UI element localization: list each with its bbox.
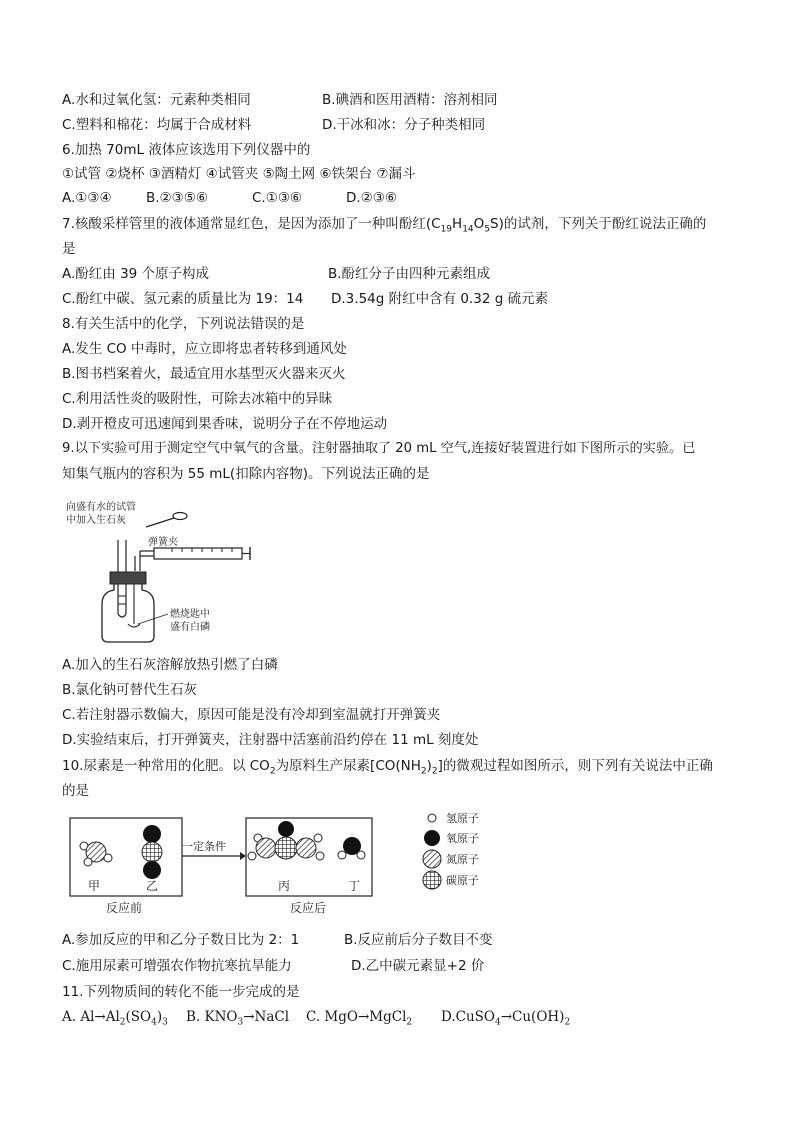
q9-label-spoon-1: 燃烧匙中 (170, 609, 210, 620)
gas-bottle (102, 584, 154, 642)
h-atom (314, 834, 322, 842)
q9-stem-line2: 知集气瓶内的容积为 55 mL(扣除内容物)。下列说法正确的是 (62, 466, 430, 482)
h-atom (316, 852, 324, 860)
c-atom (142, 842, 162, 862)
h-atom (84, 858, 92, 866)
label-before: 反应前 (106, 901, 143, 915)
q6-option-a: A.①③④ (62, 190, 112, 206)
h-atom (104, 854, 112, 862)
label-yi: 乙 (146, 879, 159, 893)
q8-option-d: D.剥开橙皮可迅速闻到果香味，说明分子在不停地运动 (62, 416, 388, 432)
legend-c-icon (423, 871, 441, 889)
q11-option-d: $D.CuSO_4\to Cu(OH)_2$ (441, 1009, 571, 1028)
label-ding: 丁 (348, 879, 361, 893)
q9-option-c: C.若注射器示数偏大，原因可能是没有冷却到室温就打开弹簧夹 (62, 707, 441, 723)
q7-option-c: C.酚红中碳、氢元素的质量比为 19：14 (62, 291, 304, 307)
q8-option-b: B.图书档案着火，最适宜用水基型灭火器来灭火 (62, 366, 346, 382)
q6-option-d: D.②③⑥ (346, 190, 397, 206)
stopper (110, 572, 146, 584)
q8-stem: 8.有关生活中的化学，下列说法错误的是 (62, 316, 305, 332)
q8-option-a: A.发生 CO 中毒时，应立即将忠者转移到通风处 (62, 341, 347, 357)
legend-h-icon (428, 814, 436, 822)
q5-option-a: A.水和过氧化氢：元素种类相同 (62, 92, 251, 108)
legend-n-icon (423, 850, 441, 868)
q6-items: ①试管 ②烧杯 ③酒精灯 ④试管夹 ⑤陶土网 ⑥铁架台 ⑦漏斗 (62, 166, 416, 182)
q10-option-c: C.施用尿素可增强农作物抗寒抗旱能力 (62, 958, 292, 974)
legend-o-icon (424, 830, 440, 846)
n-atom (296, 838, 316, 858)
o-atom (143, 861, 161, 879)
c-atom (275, 837, 297, 859)
q11-option-c: C. MgO→MgCl$_2$ (306, 1009, 413, 1028)
q9-label-quicklime-2: 中加入生石灰 (66, 515, 126, 526)
o-atom (143, 825, 161, 843)
q9-option-d: D.实验结束后，打开弹簧夹，注射器中活塞前沿约停在 11 mL 刻度处 (62, 732, 479, 748)
q7-option-b: B.酚红分子由四种元素组成 (328, 266, 491, 282)
q8-option-c: C.利用活性炎的吸附性，可除去冰箱中的异昧 (62, 391, 333, 407)
o-atom (278, 821, 294, 837)
q10-reaction-figure (62, 808, 522, 918)
q10-option-b: B.反应前后分子数目不变 (344, 932, 493, 948)
q6-option-b: B.②③⑤⑥ (146, 190, 208, 206)
q7-stem-line2: 是 (62, 241, 76, 257)
legend-n-label: 氮原子 (446, 853, 479, 866)
q9-apparatus-figure (62, 496, 262, 646)
q5-option-c: C.塑料和棉花：均属于合成材料 (62, 117, 252, 133)
q6-stem: 6.加热 70mL 液体应该选用下列仪器中的 (62, 142, 311, 158)
q7-option-a: A.酚红由 39 个原子构成 (62, 266, 210, 282)
q5-option-d: D.干冰和冰：分子种类相同 (322, 117, 486, 133)
label-after: 反应后 (290, 901, 327, 915)
q10-option-a: A.参加反应的甲和乙分子数日比为 2：1 (62, 932, 300, 948)
q10-stem-line2: 的是 (62, 783, 89, 799)
q9-label-clamp: 弹簧夹 (148, 537, 178, 548)
n-atom (256, 838, 276, 858)
legend-o-label: 氧原子 (446, 832, 479, 845)
label-bing: 丙 (278, 879, 291, 893)
h-atom (338, 851, 346, 859)
q5-option-b: B.碘酒和医用酒精：溶剂相同 (322, 92, 498, 108)
label-condition: 一定条件 (182, 840, 226, 853)
q7-stem-line1: 7.核酸采样管里的液体通常显红色，是因为添加了一种叫酚红$(C_{19}H_{14}O_5S)$的试剂，下列关于酚红说法正确的 (62, 216, 707, 235)
syringe (154, 548, 242, 559)
q9-option-a: A.加入的生石灰溶解放热引燃了白磷 (62, 657, 278, 673)
q10-stem-line1: 10.尿素是一种常用的化肥。以 $CO_2$为原料生产尿素$[CO(NH_2)_2]$的微观过程如图所示，则下列有关说法中正确 (62, 758, 713, 777)
legend-c-label: 碳原子 (446, 874, 479, 887)
q6-option-c: C.①③⑥ (252, 190, 303, 206)
q11-stem: 11.下列物质间的转化不能一步完成的是 (62, 984, 300, 1000)
q7-option-d: D.3.54g 附红中含有 0.32 g 硫元素 (331, 291, 549, 307)
q9-label-spoon-2: 盛有白磷 (170, 622, 210, 633)
q9-option-b: B.氯化钠可替代生石灰 (62, 682, 198, 698)
q9-stem-line1: 9.以下实验可用于测定空气中氧气的含量。注射器抽取了 20 mL 空气,连接好装置进行如下图所示的实验。已 (62, 441, 696, 456)
q11-option-b: B. $KNO_3\to NaCl$ (186, 1009, 290, 1028)
legend-h-label: 氢原子 (446, 812, 479, 825)
q10-option-d: D.乙中碳元素显+2 价 (351, 958, 485, 974)
label-jia: 甲 (88, 879, 101, 893)
h-atom (248, 852, 256, 860)
q9-label-quicklime-1: 向盛有水的试管 (66, 502, 136, 513)
h-atom (357, 851, 365, 859)
q11-option-a: A. $Al\to Al_2(SO_4)_3$ (62, 1009, 168, 1028)
